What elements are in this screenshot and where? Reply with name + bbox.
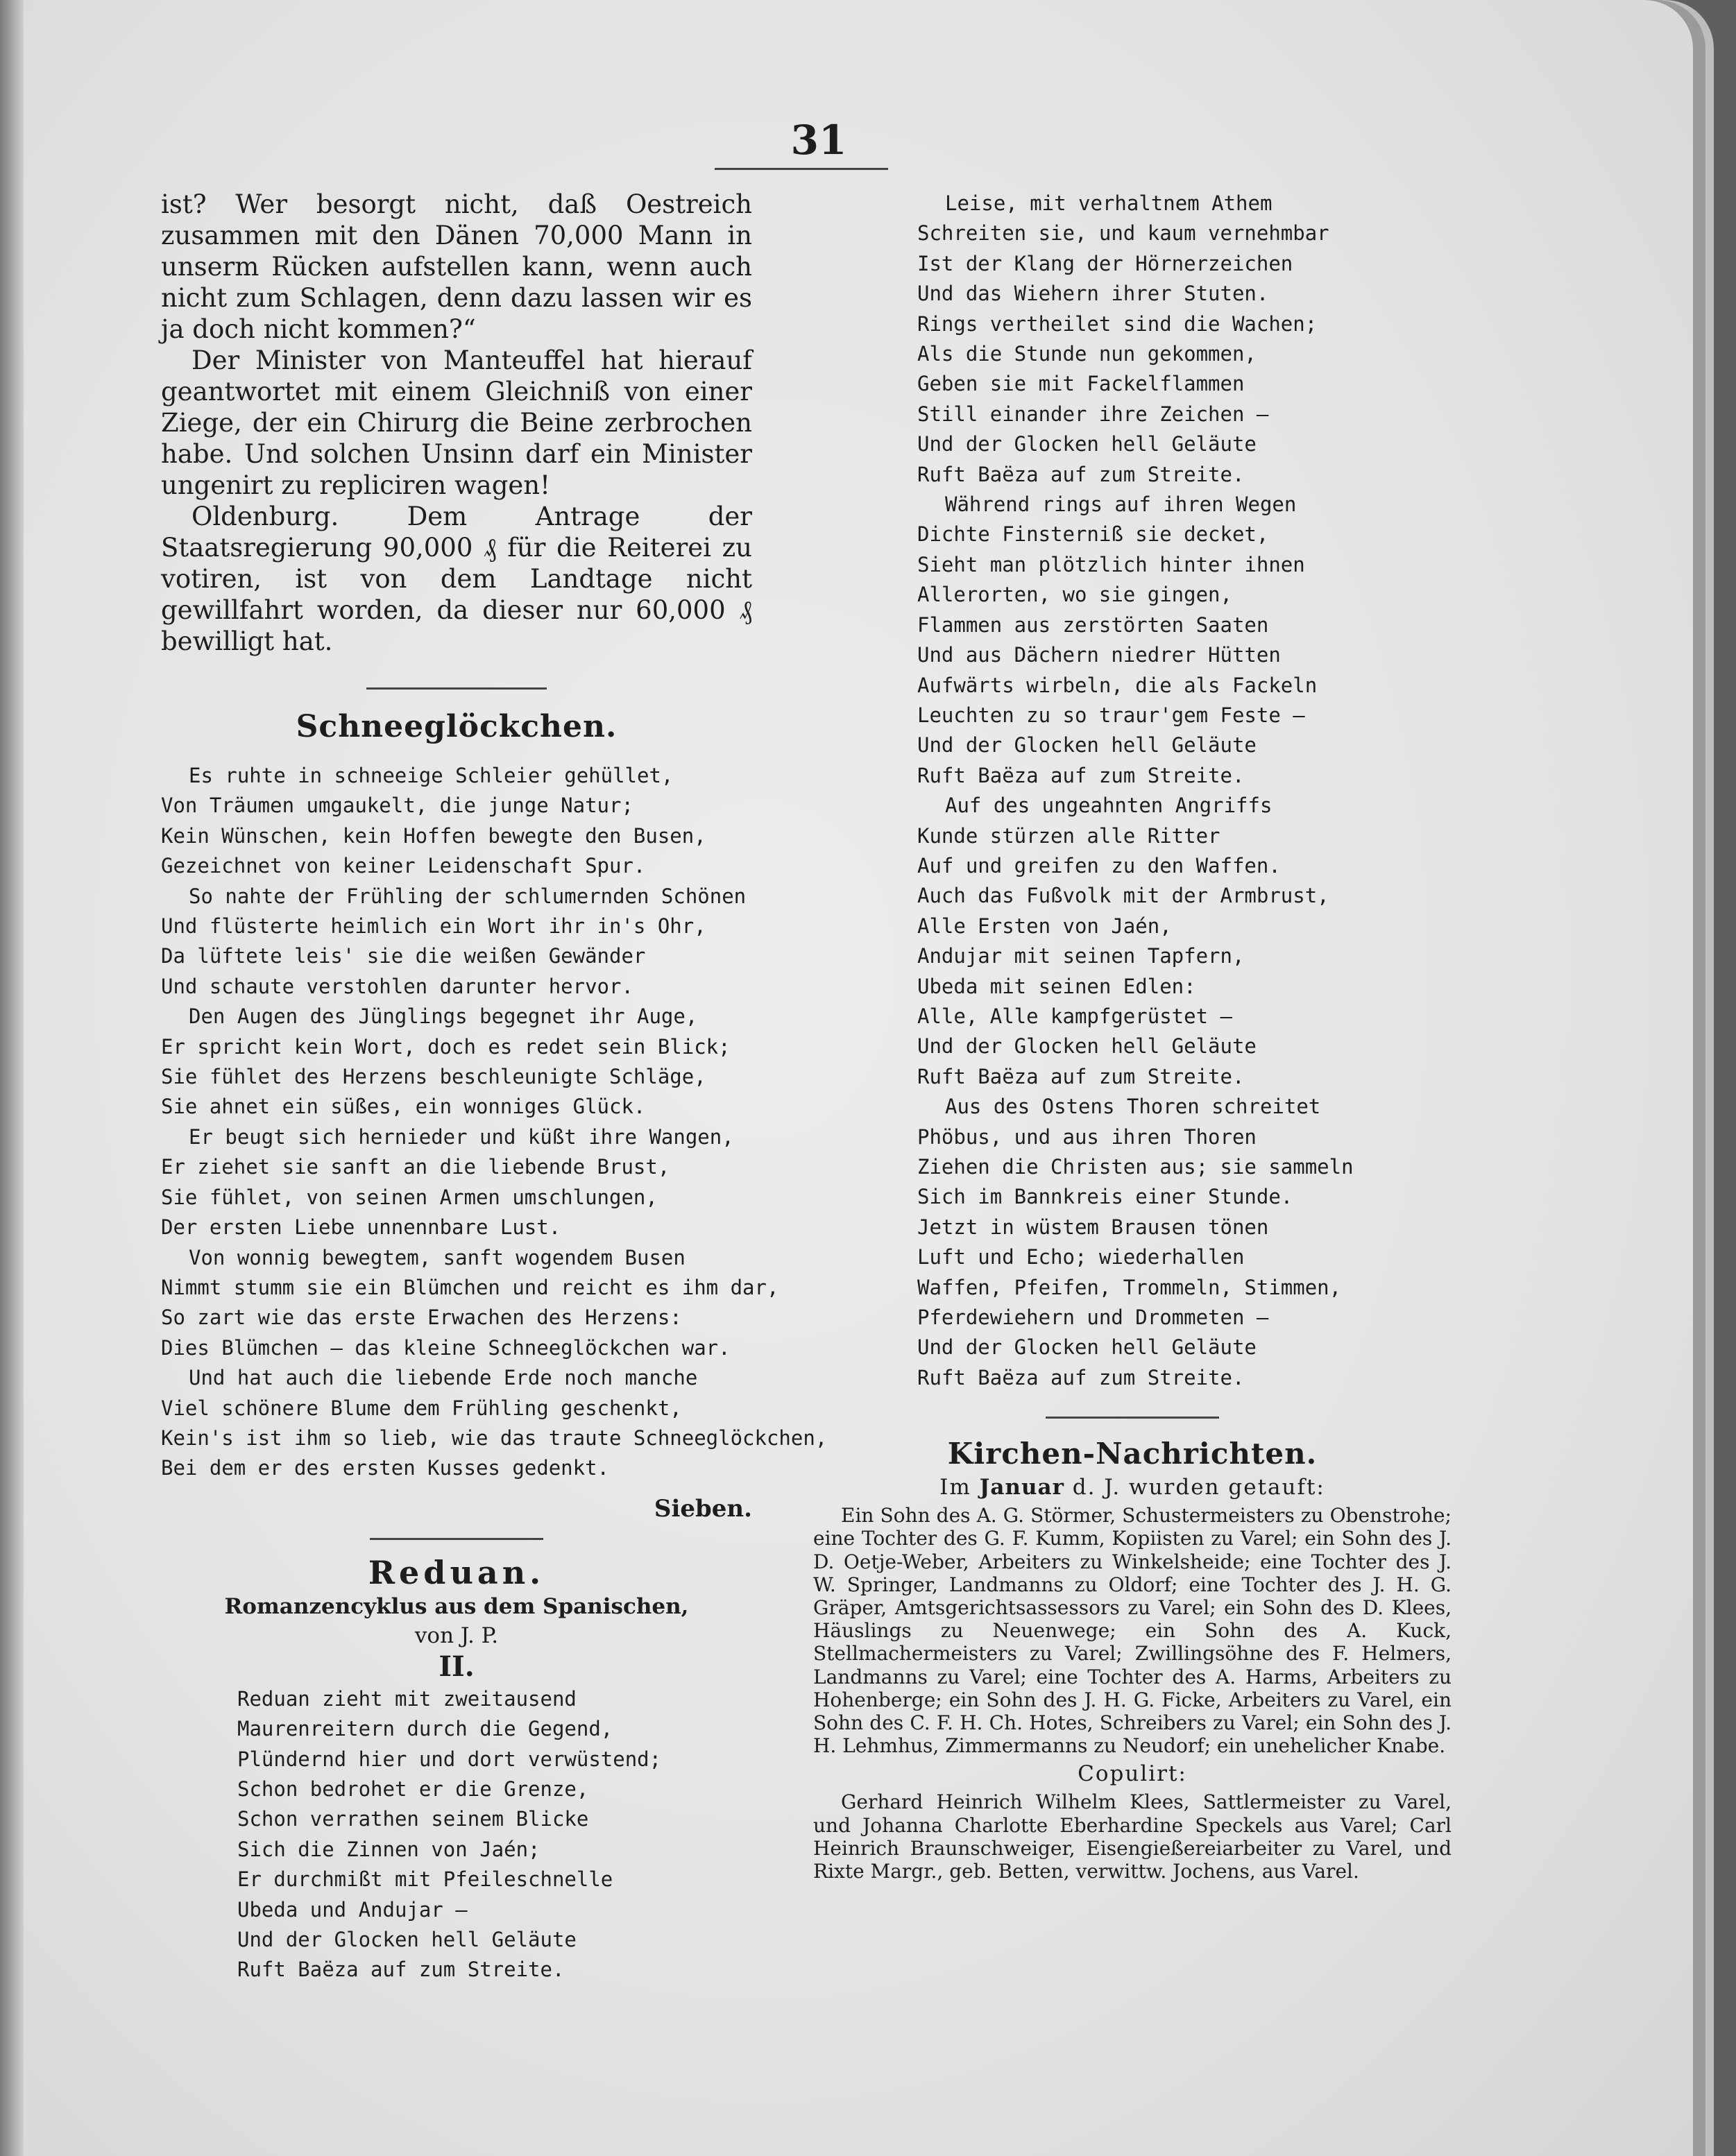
verse-line: Waffen, Pfeifen, Trommeln, Stimmen, [917,1275,1342,1299]
verse-line: Ist der Klang der Hörnerzeichen [917,251,1293,275]
poem-part-numeral: II. [439,1650,475,1683]
verse-line: Und der Glocken hell Geläute [917,1335,1257,1360]
verse-line: Alle Ersten von Jaén, [917,914,1172,938]
verse-line: Und der Glocken hell Geläute [237,1928,577,1951]
baptized-list [813,1504,1452,1757]
verse-line: Kein's ist ihm so lieb, wie das traute Schneeglöckchen, [161,1426,828,1450]
verse-line: Flammen aus zerstörten Saaten [917,613,1269,637]
verse-line: So nahte der Frühling der schlumernden Schönen [189,884,747,908]
verse-line: Und der Glocken hell Geläute [917,432,1257,456]
verse-line: Er beugt sich hernieder und küßt ihre Wangen, [189,1124,734,1149]
verse-line: Bei dem er des ersten Kusses gedenkt. [161,1456,610,1480]
verse-line: Kein Wünschen, kein Hoffen bewegte den Busen, [161,823,706,848]
verse-line: Phöbus, und aus ihren Thoren [917,1124,1257,1149]
baptized-heading-post: d. J. wurden getauft: [1072,1475,1325,1500]
verse-line: Den Augen des Jünglings begegnet ihr Auge, [189,1004,698,1029]
verse-line: Und flüsterte heimlich ein Wort ihr in's Ohr, [161,914,706,939]
verse-line: Aufwärts wirbeln, die als Fackeln [917,673,1318,697]
verse-line: Er durchmißt mit Pfeileschnelle [237,1867,613,1892]
verse-line: Der ersten Liebe unnennbare Lust. [161,1215,561,1240]
stanza [917,1092,1452,1393]
verse-line: Luft und Echo; wiederhallen [917,1245,1245,1269]
stanza [161,1363,828,1484]
verse-line: Von wonnig bewegtem, sanft wogendem Busen [189,1245,686,1269]
poem-title: Reduan. [368,1553,545,1591]
verse-line: Viel schönere Blume dem Frühling geschenkt, [161,1396,682,1420]
verse-line: Ruft Baëza auf zum Streite. [917,763,1245,787]
verse-line: Reduan zieht mit zweitausend [237,1686,577,1711]
verse-line: Leise, mit verhaltnem Athem [945,191,1273,215]
married-list [813,1790,1452,1883]
verse-line: Pferdewiehern und Drommeten — [917,1306,1269,1330]
verse-line: So zart wie das erste Erwachen des Herzens: [161,1306,682,1330]
section-rule [1046,1417,1219,1419]
left-column [161,189,828,1985]
verse-line: Plündernd hier und dort verwüstend; [237,1747,662,1771]
paragraph: ist? Wer besorgt nicht, daß Oestreich zusammen mit den Dänen 70,000 Mann in unserm Rücken aufstellen kann, wenn auch nicht zum Schlagen, denn dazu lassen wir es ja doch nicht kommen?“ [161,189,752,344]
verse-line: Sieht man plötzlich hinter ihnen [917,552,1305,576]
verse-line: Er spricht kein Wort, doch es redet sein Blick; [161,1034,731,1059]
stanza [161,1243,779,1364]
verse-line: Kunde stürzen alle Ritter [917,823,1220,848]
verse-line: Nimmt stumm sie ein Blümchen und reicht es ihm dar, [161,1275,779,1299]
stanza [161,761,752,882]
right-column [813,189,1452,1883]
baptized-heading-month: Januar [979,1475,1064,1500]
verse-line: Und der Glocken hell Geläute [917,1034,1257,1059]
stanza [917,490,1452,791]
verse-line: Ubeda mit seinen Edlen: [917,974,1196,998]
married-heading: Copulirt: [1078,1761,1187,1787]
poem-signature: Sieben. [654,1494,752,1523]
stanza [917,791,1452,1092]
section-rule [370,1538,543,1540]
section-rule [366,687,547,690]
verse-line: Und hat auch die liebende Erde noch manche [189,1366,698,1390]
poem-author: von J. P. [414,1623,499,1648]
verse-line: Andujar mit seinen Tapfern, [917,944,1245,968]
verse-line: Ruft Baëza auf zum Streite. [237,1958,565,1982]
verse-line: Alle, Alle kampfgerüstet — [917,1004,1232,1028]
church-news-title: Kirchen-Nachrichten. [947,1437,1318,1471]
verse-line: Auf des ungeahnten Angriffs [945,794,1273,818]
verse-line: Während rings auf ihren Wegen [945,493,1297,517]
verse-line: Geben sie mit Fackelflammen [917,372,1245,396]
poem-subtitle: Romanzencyklus aus dem Spanischen, [224,1593,689,1619]
poem-reduan-continued [813,189,1452,1393]
stanza [917,189,1452,490]
verse-line: Ruft Baëza auf zum Streite. [917,462,1245,486]
page-number: 31 [790,117,847,164]
verse-line: Von Träumen umgaukelt, die junge Natur; [161,794,633,818]
verse-line: Als die Stunde nun gekommen, [917,342,1257,366]
verse-line: Ruft Baëza auf zum Streite. [917,1365,1245,1389]
verse-line: Rings vertheilet sind die Wachen; [917,311,1318,336]
verse-line: Es ruhte in schneeige Schleier gehüllet, [189,764,674,787]
verse-line: Und der Glocken hell Geläute [917,733,1257,758]
verse-line: Ubeda und Andujar — [237,1897,468,1922]
verse-line: Schon verrathen seinem Blicke [237,1807,589,1831]
verse-line: Allerorten, wo sie gingen, [917,583,1232,607]
paragraph: Der Minister von Manteuffel hat hierauf geantwortet mit einem Gleichniß von einer Ziege, der ein Chirurg die Beine zerbrochen habe. Und solchen Unsinn darf ein Minister ungenirt zu repliciren wagen! [161,345,752,500]
baptized-heading-pre: Im [939,1475,971,1500]
poem-schneegloeckchen [161,761,828,1484]
poem-title: Schneeglöckchen. [296,709,618,744]
poem-reduan [161,1684,752,1985]
binding-edge [0,0,24,2156]
verse-line: Er ziehet sie sanft an die liebende Brust, [161,1155,670,1179]
verse-line: Dichte Finsterniß sie decket, [917,522,1269,547]
verse-line: Sich die Zinnen von Jaén; [237,1837,541,1861]
verse-line: Jetzt in wüstem Brausen tönen [917,1215,1269,1239]
verse-line: Auch das Fußvolk mit der Armbrust, [917,884,1329,908]
verse-line: Sie fühlet, von seinen Armen umschlungen, [161,1185,658,1209]
verse-line: Ziehen die Christen aus; sie sammeln [917,1155,1354,1179]
verse-line: Maurenreitern durch die Gegend, [237,1717,613,1741]
verse-line: Und das Wiehern ihrer Stuten. [917,282,1269,306]
married-text: Gerhard Heinrich Wilhelm Klees, Sattlermeister zu Varel, und Johanna Charlotte Eberhardine Speckels aus Varel; Carl Heinrich Braunschweiger, Eisengießereiarbeiter zu Varel, und Rixte Margr., geb. Betten, verwittw. Jochens, aus Varel. [813,1790,1452,1883]
verse-line: Sich im Bannkreis einer Stunde. [917,1185,1293,1209]
verse-line: Und aus Dächern niedrer Hütten [917,643,1281,667]
verse-line: Ruft Baëza auf zum Streite. [917,1064,1245,1088]
verse-line: Dies Blümchen — das kleine Schneeglöckchen war. [161,1335,731,1360]
baptized-heading [813,1475,1452,1500]
intro-text [161,189,752,657]
verse-line: Sie ahnet ein süßes, ein wonniges Glück. [161,1095,646,1119]
baptized-text: Ein Sohn des A. G. Störmer, Schustermeisters zu Obenstrohe; eine Tochter des G. F. Kumm, Kopiisten zu Varel; ein Sohn des J. D. Oetje-Weber, Arbeiters zu Winkelsheide; eine Tochter des J. W. Springer, Landmanns zu Oldorf; eine Tochter des J. H. G. Gräper, Amtsgerichtsassessors zu Varel; ein Sohn des D. Klees, Häuslings zu Neuenwege; ein Sohn des A. Kuck, Stellmachermeisters zu Varel; Zwillingsöhne des F. Helmers, Landmanns zu Varel; eine Tochter des A. Harms, Arbeiters zu Hohenberge; ein Sohn des J. H. G. Ficke, Arbeiters zu Varel, ein Sohn des C. F. H. Ch. Hotes, Schreibers zu Varel; ein Sohn des J. H. Lehmhus, Zimmermanns zu Neudorf; ein unehelicher Knabe. [813,1504,1452,1758]
stanza [161,1122,752,1243]
verse-line: Aus des Ostens Thoren schreitet [945,1095,1321,1119]
verse-line: Gezeichnet von keiner Leidenschaft Spur. [161,854,646,878]
verse-line: Sie fühlet des Herzens beschleunigte Schläge, [161,1065,706,1089]
stanza [161,1002,752,1122]
verse-line: Auf und greifen zu den Waffen. [917,853,1281,878]
paragraph: Oldenburg. Dem Antrage der Staatsregierung 90,000 ₰ für die Reiterei zu votiren, ist von dem Landtage nicht gewillfahrt worden, da dieser nur 60,000 ₰ bewilligt hat. [161,502,752,656]
stanza [161,882,752,1002]
verse-line: Schreiten sie, und kaum vernehmbar [917,221,1329,246]
verse-line: Still einander ihre Zeichen — [917,402,1269,426]
verse-line: Und schaute verstohlen darunter hervor. [161,974,633,998]
page-number-rule [715,168,888,170]
verse-line: Schon bedrohet er die Grenze, [237,1777,589,1801]
verse-line: Da lüftete leis' sie die weißen Gewänder [161,944,646,968]
verse-line: Leuchten zu so traur'gem Feste — [917,703,1305,727]
